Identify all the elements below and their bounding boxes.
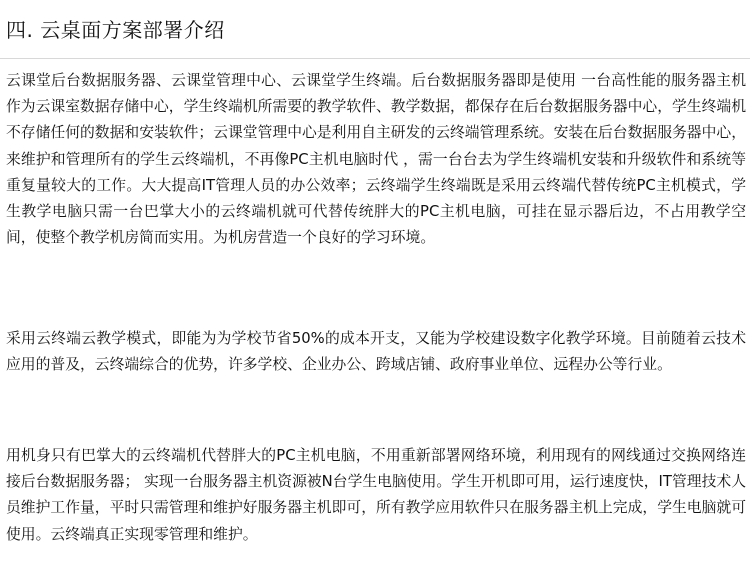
paragraph-deployment-components: 云课堂后台数据服务器、云课堂管理中心、云课堂学生终端。后台数据服务器即是使用 一台高性能的服务器主机作为云课室数据存储中心，学生终端机所需要的教学软件、教学数据，都保存在后台数据服务器中心，学生终端机不存储任何的数据和安装软件；云课堂管理中心是利用自主研发的云终端管理系统。安装在后台数据服务器中心，来维护和管理所有的学生云终端机，不再像PC主机电脑时代 ，需一台台去为学生终端机安装和升级软件和系统等重复量较大的工作。大大提高IT管理人员的办公效率；云终端学生终端既是采用云终端代替传统PC主机模式，学生教学电脑只需一台巴掌大小的云终端机就可代替传统胖大的PC主机电脑，可挂在显示器后边，不占用教学空间，使整个教学机房简而实用。为机房营造一个良好的学习环境。: [6, 72, 746, 247]
paragraph-terminal-replacement: 用机身只有巴掌大的云终端机代替胖大的PC主机电脑，不用重新部署网络环境，利用现有的网线通过交换网络连接后台数据服务器； 实现一台服务器主机资源被N台学生电脑使用。学生开机即可用，运行速度快，IT管理技术人员维护工作量，平时只需管理和维护好服务器主机即可，所有教学应用软件只在服务器主机上完成，学生电脑就可使用。云终端真正实现零管理和维护。: [6, 447, 746, 543]
heading-divider: [0, 58, 750, 59]
paragraph-cloud-teaching-mode: 采用云终端云教学模式，即能为为学校节省50%的成本开支，又能为学校建设数字化教学环境。目前随着云技术应用的普及，云终端综合的优势，许多学校、企业办公、跨域店铺、政府事业单位、远程办公等行业。: [6, 330, 746, 374]
section-header: [0, 13, 750, 49]
section-heading: 四. 云桌面方案部署介绍: [6, 18, 225, 42]
